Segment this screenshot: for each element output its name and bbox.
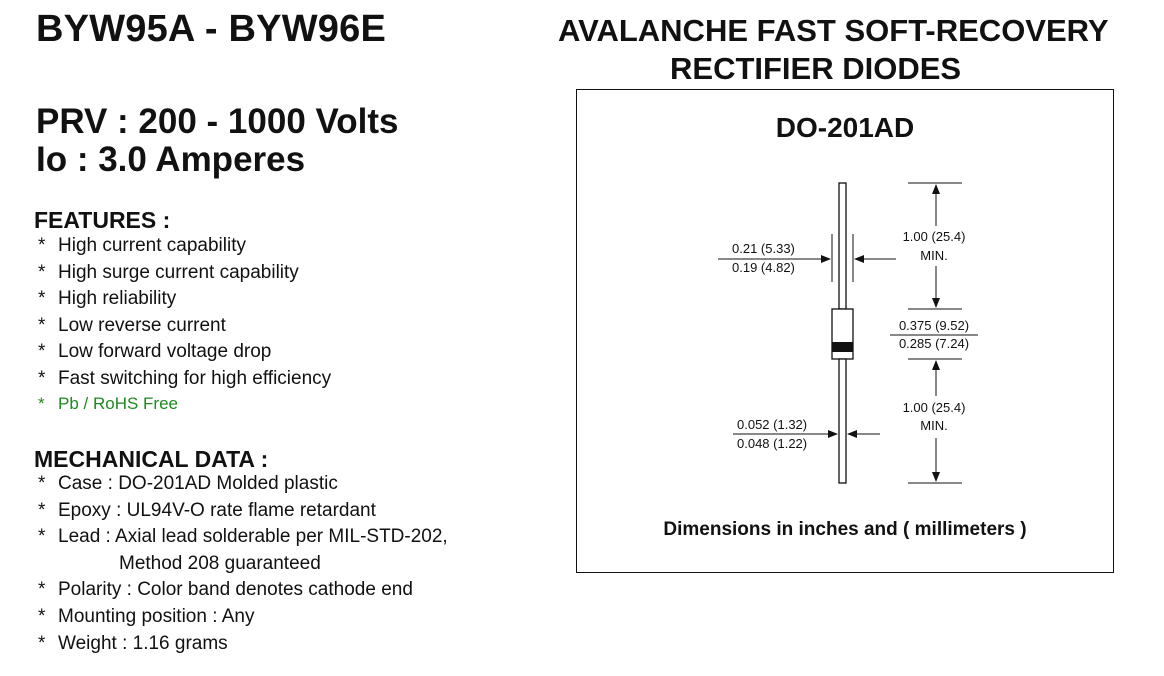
product-description-heading (558, 12, 1138, 88)
part-number-title: BYW95A - BYW96E (36, 8, 386, 50)
feature-text: High reliability (58, 288, 177, 310)
bullet-star: * (38, 579, 46, 601)
lead-text-line1: Lead : Axial lead solderable per MIL-STD-202, (58, 526, 448, 548)
lead-text (58, 524, 448, 577)
io-rating: Io : 3.0 Amperes (36, 140, 306, 179)
bullet-star: * (38, 367, 46, 389)
rohs-feature-item (38, 393, 331, 414)
top-lead-length-label: 1.00 (25.4) (902, 229, 966, 244)
mechanical-item-mounting (38, 604, 448, 631)
bullet-star: * (38, 526, 46, 548)
epoxy-text: Epoxy : UL94V-O rate flame retardant (58, 499, 376, 521)
bullet-star: * (38, 314, 46, 336)
lead-diameter-min-label: 0.048 (1.22) (737, 436, 808, 451)
lead-diameter-max-label: 0.052 (1.32) (737, 417, 808, 432)
bullet-star: * (38, 632, 46, 654)
body-length-max-label: 0.375 (9.52) (898, 318, 970, 333)
feature-item (38, 286, 331, 313)
bullet-star: * (38, 235, 46, 256)
package-name: DO-201AD (775, 112, 915, 143)
feature-text: Fast switching for high efficiency (58, 367, 332, 389)
body-diameter-max-label: 0.21 (5.33) (732, 241, 795, 256)
body-diameter-min-label: 0.19 (4.82) (732, 260, 795, 275)
feature-text: Low forward voltage drop (58, 341, 272, 363)
mechanical-data-list (38, 471, 448, 657)
package-outline-box (576, 89, 1114, 573)
bottom-lead-min-label: MIN. (920, 418, 948, 433)
bottom-lead-length-label: 1.00 (25.4) (902, 400, 966, 415)
bullet-star: * (38, 499, 46, 521)
top-lead-min-label: MIN. (920, 248, 948, 263)
body-length-min-label: 0.285 (7.24) (898, 336, 970, 351)
product-description-line1: AVALANCHE FAST SOFT-RECOVERY (558, 13, 1109, 48)
feature-item (38, 366, 331, 393)
mechanical-item-polarity (38, 577, 448, 604)
dimensions-note: Dimensions in inches and ( millimeters ) (663, 519, 1027, 540)
bullet-star: * (38, 473, 46, 494)
product-description-line2: RECTIFIER DIODES (670, 51, 962, 86)
mechanical-item-epoxy (38, 498, 448, 525)
features-list (38, 233, 331, 414)
features-heading: FEATURES : (34, 207, 171, 233)
feature-item (38, 233, 331, 260)
polarity-text: Polarity : Color band denotes cathode end (58, 579, 413, 601)
feature-item (38, 260, 331, 287)
mechanical-item-case (38, 471, 448, 498)
bullet-star: * (38, 605, 46, 627)
mechanical-item-weight (38, 631, 448, 658)
weight-text: Weight : 1.16 grams (58, 632, 228, 654)
mechanical-item-lead (38, 524, 448, 577)
rohs-text: Pb / RoHS Free (58, 393, 178, 413)
mechanical-data-heading: MECHANICAL DATA : (34, 446, 269, 472)
mounting-text: Mounting position : Any (58, 605, 255, 627)
case-text: Case : DO-201AD Molded plastic (58, 473, 338, 494)
feature-item (38, 313, 331, 340)
bullet-star: * (38, 261, 46, 283)
ratings-block (36, 103, 399, 179)
prv-rating: PRV : 200 - 1000 Volts (36, 102, 399, 141)
feature-text: High current capability (58, 235, 246, 256)
bullet-star: * (38, 393, 45, 413)
feature-text: High surge current capability (58, 261, 299, 283)
feature-item (38, 339, 331, 366)
lead-text-line2: Method 208 guaranteed (119, 552, 321, 574)
bullet-star: * (38, 288, 46, 310)
feature-text: Low reverse current (58, 314, 226, 336)
bullet-star: * (38, 341, 46, 363)
